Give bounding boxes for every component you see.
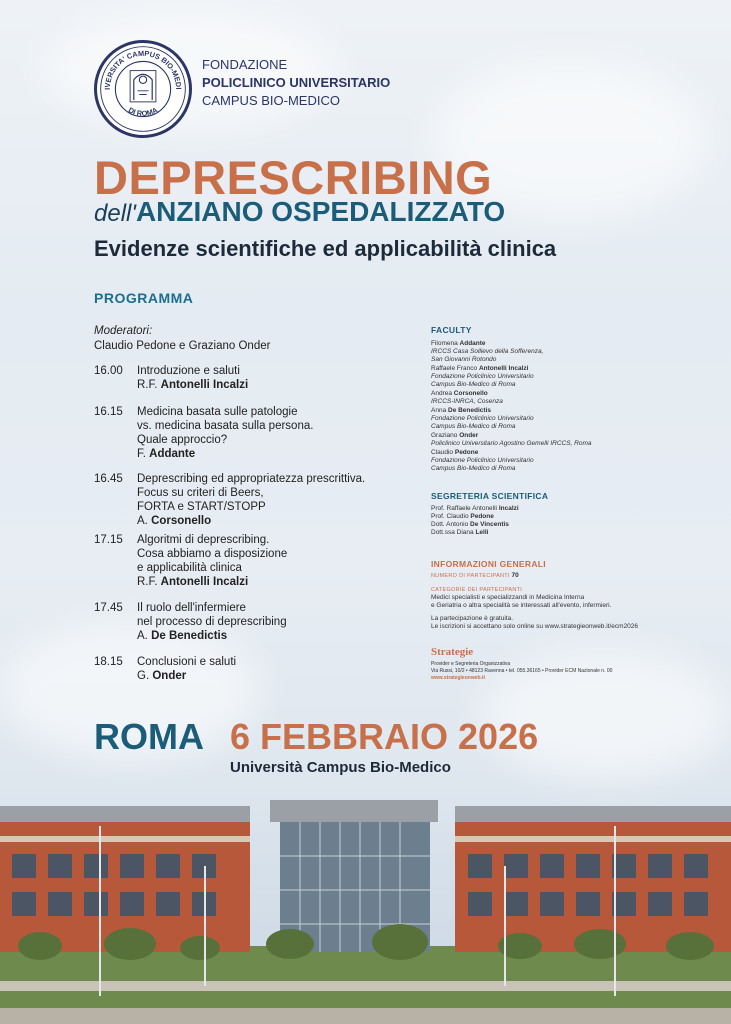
partecipanti-label: NUMERO DI PARTECIPANTI: [431, 573, 510, 579]
session-speaker: [137, 514, 407, 528]
faculty-last: Pedone: [454, 449, 479, 456]
moderators-label: Moderatori:: [94, 325, 153, 337]
session-line: Deprescribing ed appropriatezza prescrittiva.: [137, 473, 366, 485]
faculty-last: Corsonello: [453, 390, 488, 397]
segreteria-list: [431, 505, 651, 537]
faculty-last: Addante: [459, 340, 486, 347]
member-first: Prof. Claudio: [431, 513, 471, 520]
faculty-affiliation: IRCCS Casa Sollievo della Sofferenza,: [431, 348, 544, 355]
session-time: 17.45: [94, 602, 123, 614]
segreteria-member: [431, 529, 651, 537]
session-line: Medicina basata sulle patologie: [137, 406, 298, 418]
member-first: Prof. Raffaele Antonelli: [431, 505, 499, 512]
faculty-member: [431, 340, 631, 364]
moderators: [94, 324, 270, 354]
session-line: Il ruolo dell'infermiere: [137, 602, 246, 614]
faculty-first: Andrea: [431, 390, 454, 397]
provider-logo: Strategie: [431, 646, 474, 658]
faculty-last: Onder: [459, 432, 479, 439]
faculty-affiliation: Fondazione Policlinico Universitario: [431, 457, 534, 464]
session-line: Focus su criteri di Beers,: [137, 487, 264, 499]
event-city: ROMA: [94, 716, 204, 757]
member-last: Pedone: [470, 513, 494, 520]
foundation-name: [202, 56, 390, 110]
info-categorie: [431, 586, 651, 610]
event-venue: Università Campus Bio-Medico: [230, 759, 451, 776]
foundation-line: POLICLINICO UNIVERSITARIO: [202, 75, 391, 90]
categorie-line: e Geriatria o altra specialità se interessati all'evento, infermieri.: [431, 602, 612, 609]
session-line: Quale approccio?: [137, 434, 228, 446]
subtitle: [94, 196, 505, 228]
session-speaker: [137, 575, 407, 589]
speaker-name: Addante: [149, 448, 196, 460]
categorie-label: CATEGORIE DEI PARTECIPANTI: [431, 587, 523, 593]
svg-text:DI ROMA: DI ROMA: [126, 105, 160, 119]
svg-text:UNIVERSITA' CAMPUS BIO-MEDICO: IVERSITA' CAMPUS BIO-MEDI: [102, 48, 184, 90]
session-speaker: [137, 378, 407, 392]
session-line: Conclusioni e saluti: [137, 656, 237, 668]
faculty-first: Graziano: [431, 432, 460, 439]
speaker-prefix: F.: [137, 448, 150, 460]
speaker-name: Antonelli Incalzi: [160, 379, 249, 391]
session-line: Introduzione e saluti: [137, 365, 240, 377]
faculty-first: Anna: [431, 407, 448, 414]
session-time: 16.15: [94, 406, 123, 418]
member-last: Lelli: [475, 529, 489, 536]
session-time: 16.00: [94, 365, 123, 377]
session-line: Cosa abbiamo a disposizione: [137, 548, 288, 560]
speaker-name: De Benedictis: [151, 630, 228, 642]
session-line: vs. medicina basata sulla persona.: [137, 420, 314, 432]
event-date: 6 FEBBRAIO 2026: [230, 716, 539, 757]
faculty-affiliation: Campus Bio-Medico di Roma: [431, 381, 516, 388]
faculty-member: [431, 449, 631, 473]
session-speaker: [137, 447, 407, 461]
main-title: DEPRESCRIBING: [94, 151, 493, 204]
subtitle-prefix: dell': [94, 200, 136, 227]
session-speaker: [137, 629, 407, 643]
foundation-line: FONDAZIONE: [202, 57, 288, 72]
session-line: Algoritmi di deprescribing.: [137, 534, 270, 546]
faculty-affiliation: San Giovanni Rotondo: [431, 356, 497, 363]
moderators-names: Claudio Pedone e Graziano Onder: [94, 340, 271, 352]
university-seal-logo: [94, 40, 192, 138]
faculty-affiliation: Fondazione Policlinico Universitario: [431, 373, 534, 380]
faculty-member: [431, 390, 631, 406]
session-time: 17.15: [94, 534, 123, 546]
faculty-affiliation: IRCCS-INRCA, Cosenza: [431, 398, 503, 405]
speaker-prefix: A.: [137, 515, 152, 527]
speaker-name: Corsonello: [151, 515, 212, 527]
segreteria-member: [431, 513, 651, 521]
categorie-line: Medici specialisti e specializzandi in Medicina Interna: [431, 594, 585, 601]
info-partecipanti: [431, 572, 651, 580]
faculty-last: De Benedictis: [448, 407, 491, 414]
session-line: nel processo di deprescribing: [137, 616, 287, 628]
session-speaker: [137, 669, 407, 683]
segreteria-member: [431, 505, 651, 513]
faculty-affiliation: Campus Bio-Medico di Roma: [431, 465, 516, 472]
speaker-prefix: A.: [137, 630, 152, 642]
faculty-member: [431, 365, 631, 389]
campus-building-photo: [0, 796, 731, 1024]
gratuita-text: La partecipazione è gratuita.: [431, 615, 514, 622]
member-last: Incalzi: [498, 505, 519, 512]
subtitle-main: ANZIANO OSPEDALIZZATO: [135, 196, 506, 227]
provider-info: [431, 661, 651, 682]
speaker-prefix: R.F.: [137, 379, 161, 391]
programma-heading: PROGRAMMA: [94, 290, 194, 306]
faculty-affiliation: Fondazione Policlinico Universitario: [431, 415, 534, 422]
member-first: Dott. Antonio: [431, 521, 471, 528]
session-line: e applicabilità clinica: [137, 562, 242, 574]
faculty-first: Raffaele Franco: [431, 365, 479, 372]
faculty-last: Antonelli Incalzi: [478, 365, 529, 372]
segreteria-member: [431, 521, 651, 529]
provider-url[interactable]: www.strategieonweb.it: [431, 675, 485, 681]
provider-line: Via Russi, 10/2 • 48123 Ravenna • tel. 055.36165 • Provider ECM Nazionale n. 00: [431, 668, 613, 674]
member-first: Dott.ssa Diana: [431, 529, 476, 536]
faculty-affiliation: Policlinico Universitario Agostino Gemelli IRCCS, Roma: [431, 440, 592, 447]
session-line: FORTA e START/STOPP: [137, 501, 266, 513]
faculty-member: [431, 432, 631, 448]
speaker-name: Onder: [152, 670, 187, 682]
foundation-line: CAMPUS BIO-MEDICO: [202, 93, 340, 108]
info-registration: [431, 615, 651, 631]
faculty-member: [431, 407, 631, 431]
speaker-prefix: G.: [137, 670, 153, 682]
member-last: De Vincentis: [470, 521, 509, 528]
tagline: Evidenze scientifiche ed applicabilità clinica: [94, 236, 557, 261]
faculty-affiliation: Campus Bio-Medico di Roma: [431, 423, 516, 430]
session-time: 18.15: [94, 656, 123, 668]
iscrizioni-text: Le iscrizioni si accettano solo online su www.strategieonweb.it/ecm2026: [431, 623, 639, 630]
faculty-first: Claudio: [431, 449, 455, 456]
provider-line: Provider e Segreteria Organizzativa: [431, 661, 511, 667]
faculty-first: Filomena: [431, 340, 460, 347]
faculty-heading: FACULTY: [431, 325, 472, 335]
speaker-prefix: R.F.: [137, 576, 161, 588]
segreteria-heading: SEGRETERIA SCIENTIFICA: [431, 491, 549, 501]
speaker-name: Antonelli Incalzi: [160, 576, 249, 588]
session-time: 16.45: [94, 473, 123, 485]
info-heading: INFORMAZIONI GENERALI: [431, 559, 546, 569]
partecipanti-value: 70: [511, 572, 519, 579]
